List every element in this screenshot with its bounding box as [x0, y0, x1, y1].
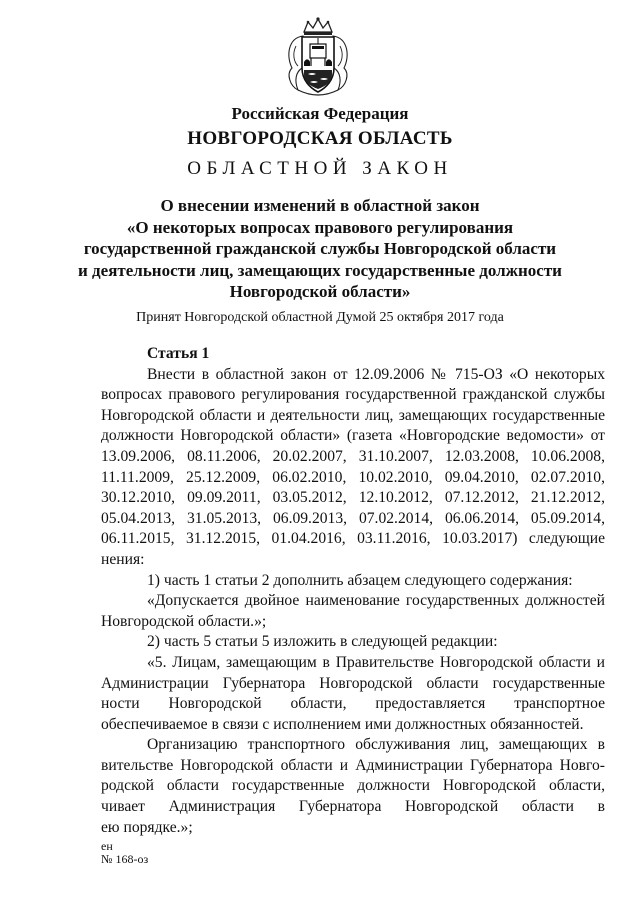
- law-type-heading: ОБЛАСТНОЙ ЗАКОН: [187, 158, 453, 179]
- body-line: Новгородской области и деятельности лиц, замещающих государственные: [101, 406, 605, 424]
- body-line: ею порядке.»;: [101, 818, 193, 836]
- footer-number: № 168-оз: [101, 852, 149, 866]
- title-line: «О некоторых вопросах правового регулирования: [126, 217, 514, 237]
- body-line: обеспечиваемое в связи с исполнением ими должностных обязанностей.: [101, 715, 584, 733]
- body-line: «Допускается двойное наименование государственных должностей: [147, 592, 605, 610]
- document-footer: [101, 840, 148, 866]
- body-line: 05.04.2013, 31.05.2013, 06.09.2013, 07.02.2014, 06.06.2014, 05.09.2014,: [101, 509, 605, 527]
- body-line: Внести в областной закон от 12.09.2006 № 715-ОЗ «О некоторых: [147, 365, 605, 383]
- body-line: «5. Лицам, замещающим в Правительстве Новгородской области и: [147, 653, 605, 671]
- title-line: О внесении изменений в областной закон: [160, 196, 480, 215]
- title-line: государственной гражданской службы Новгородской области: [83, 239, 557, 258]
- body-line: вительстве Новгородской области и Администрации Губернатора Новго-: [101, 756, 605, 774]
- adoption-note: Принят Новгородской областной Думой 25 октября 2017 года: [136, 310, 504, 325]
- title-line: и деятельности лиц, замещающих государственные должности: [78, 260, 562, 280]
- body-line: Новгородской области.»;: [101, 612, 267, 630]
- body-line: чивает Администрация Губернатора Новгородской области в: [101, 798, 605, 816]
- region-heading: НОВГОРОДСКАЯ ОБЛАСТЬ: [187, 128, 453, 149]
- body-line: 1) часть 1 статьи 2 дополнить абзацем следующего содержания:: [147, 571, 573, 589]
- body-line: 06.11.2015, 31.12.2015, 01.04.2016, 03.11.2016, 10.03.2017) следующие: [101, 530, 605, 548]
- body-line: 2) часть 5 статьи 5 изложить в следующей редакции:: [147, 633, 498, 651]
- country-heading: Российская Федерация: [231, 104, 409, 123]
- footer-initials: ен: [101, 839, 113, 853]
- body-line: 11.11.2009, 25.12.2009, 06.02.2010, 10.02.2010, 09.04.2010, 02.07.2010,: [101, 468, 605, 486]
- law-body: [101, 344, 605, 838]
- law-title: [0, 195, 640, 303]
- article-heading: Статья 1: [147, 345, 210, 362]
- body-line: должности Новгородской области» (газета «Новгородские ведомости» от: [101, 427, 605, 445]
- body-line: Администрации Губернатора Новгородской области государственные: [101, 674, 605, 692]
- body-line: нения:: [101, 550, 145, 568]
- body-line: 13.09.2006, 08.11.2006, 20.02.2007, 31.10.2007, 12.03.2008, 10.06.2008,: [101, 447, 605, 465]
- body-line: ности Новгородской области, предоставляется транспортное: [101, 695, 605, 713]
- body-line: 30.12.2010, 09.09.2011, 03.05.2012, 12.10.2012, 07.12.2012, 21.12.2012,: [101, 489, 605, 507]
- body-line: Организацию транспортного обслуживания лиц, замещающих в: [147, 736, 605, 754]
- title-line: Новгородской области»: [229, 282, 411, 301]
- novgorod-coat-of-arms-icon: [276, 16, 360, 100]
- body-line: вопросах правового регулирования государственной гражданской службы: [101, 386, 605, 404]
- body-line: родской области государственные должности Новгородской области,: [101, 777, 605, 795]
